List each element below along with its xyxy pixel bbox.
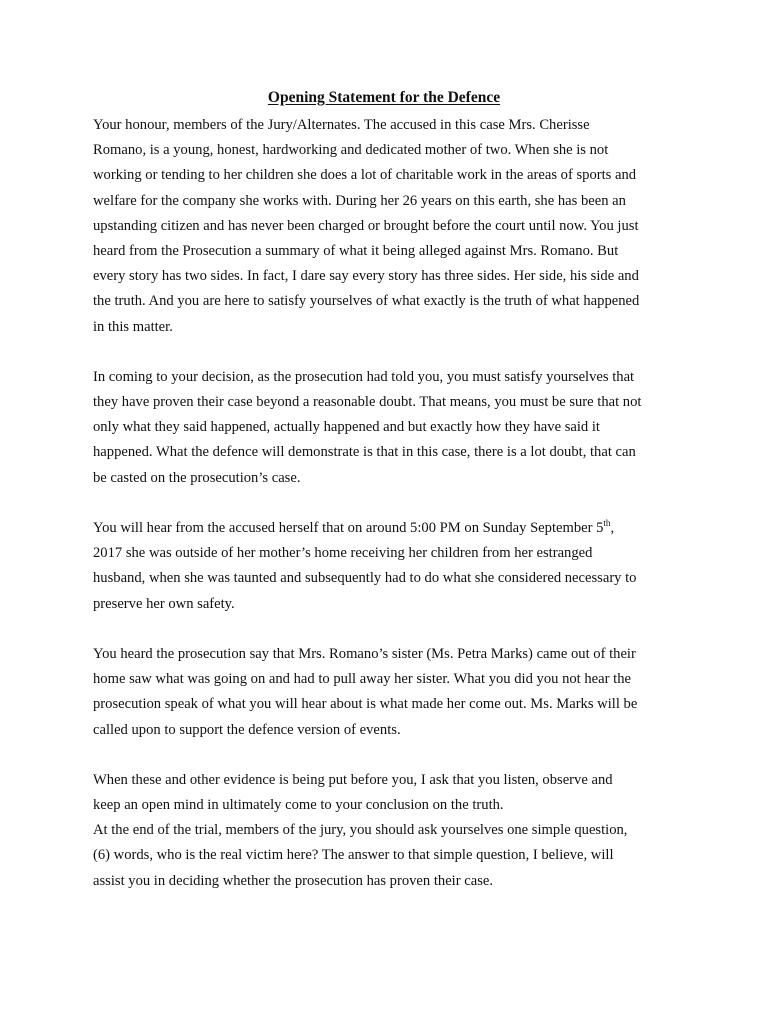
paragraph-4 [93,642,683,743]
text-line: every story has two sides. In fact, I dare say every story has three sides. Her side, his side and [93,268,639,285]
ordinal-superscript: th [603,518,611,528]
text-line: Romano, is a young, honest, hardworking and dedicated mother of two. When she is not [93,142,609,159]
text-line: in this matter. [93,318,173,335]
text-line: called upon to support the defence version of events. [93,721,401,738]
text-line: assist you in deciding whether the prosecution has proven their case. [93,872,494,889]
text-line: Your honour, members of the Jury/Alternates. The accused in this case Mrs. Cherisse [93,117,590,133]
text-line: 2017 she was outside of her mother’s home receiving her children from her estranged [93,545,593,562]
text-segment: You will hear from the accused herself that on around 5:00 PM on Sunday September 5 [93,520,604,536]
text-line: keep an open mind in ultimately come to your conclusion on the truth. [93,797,504,814]
text-line: the truth. And you are here to satisfy yourselves of what exactly is the truth of what happened [93,293,640,310]
paragraph-1 [93,113,683,340]
paragraph-spacer [93,617,683,642]
paragraph-spacer [93,743,683,768]
text-line: In coming to your decision, as the prosecution had told you, you must satisfy yourselves that [93,368,635,385]
text-line: When these and other evidence is being put before you, I ask that you listen, observe and [93,771,613,788]
text-line: heard from the Prosecution a summary of what it being alleged against Mrs. Romano. But [93,242,619,259]
text-line: husband, when she was taunted and subsequently had to do what she considered necessary to [93,570,637,587]
text-line: working or tending to her children she does a lot of charitable work in the areas of sports and [93,167,637,184]
text-line: they have proven their case beyond a reasonable doubt. That means, you must be sure that not [93,394,642,411]
text-line: (6) words, who is the real victim here? The answer to that simple question, I believe, will [93,847,614,864]
paragraph-spacer [93,340,683,365]
text-segment: , [610,520,615,536]
text-line: upstanding citizen and has never been charged or brought before the court until now. You just [93,217,639,234]
paragraph-3 [93,516,683,617]
text-line: be casted on the prosecution’s case. [93,469,301,486]
text-line-with-superscript [93,516,683,541]
text-line: welfare for the company she works with. During her 26 years on this earth, she has been an [93,192,626,209]
text-line: happened. What the defence will demonstrate is that in this case, there is a lot doubt, that can [93,444,636,461]
text-line: preserve her own safety. [93,595,235,612]
text-line: At the end of the trial, members of the jury, you should ask yourselves one simple question, [93,822,628,839]
text-line: You heard the prosecution say that Mrs. Romano’s sister (Ms. Petra Marks) came out of their [93,645,636,662]
text-line: home saw what was going on and had to pull away her sister. What you did you not hear the [93,671,631,688]
text-line: prosecution speak of what you will hear about is what made her come out. Ms. Marks will be [93,696,638,713]
paragraph-2 [93,365,683,491]
document-body [93,113,683,894]
paragraph-5 [93,768,683,894]
document-title: Opening Statement for the Defence [267,89,501,106]
text-line: only what they said happened, actually happened and but exactly how they have said it [93,419,600,436]
paragraph-spacer [93,491,683,516]
